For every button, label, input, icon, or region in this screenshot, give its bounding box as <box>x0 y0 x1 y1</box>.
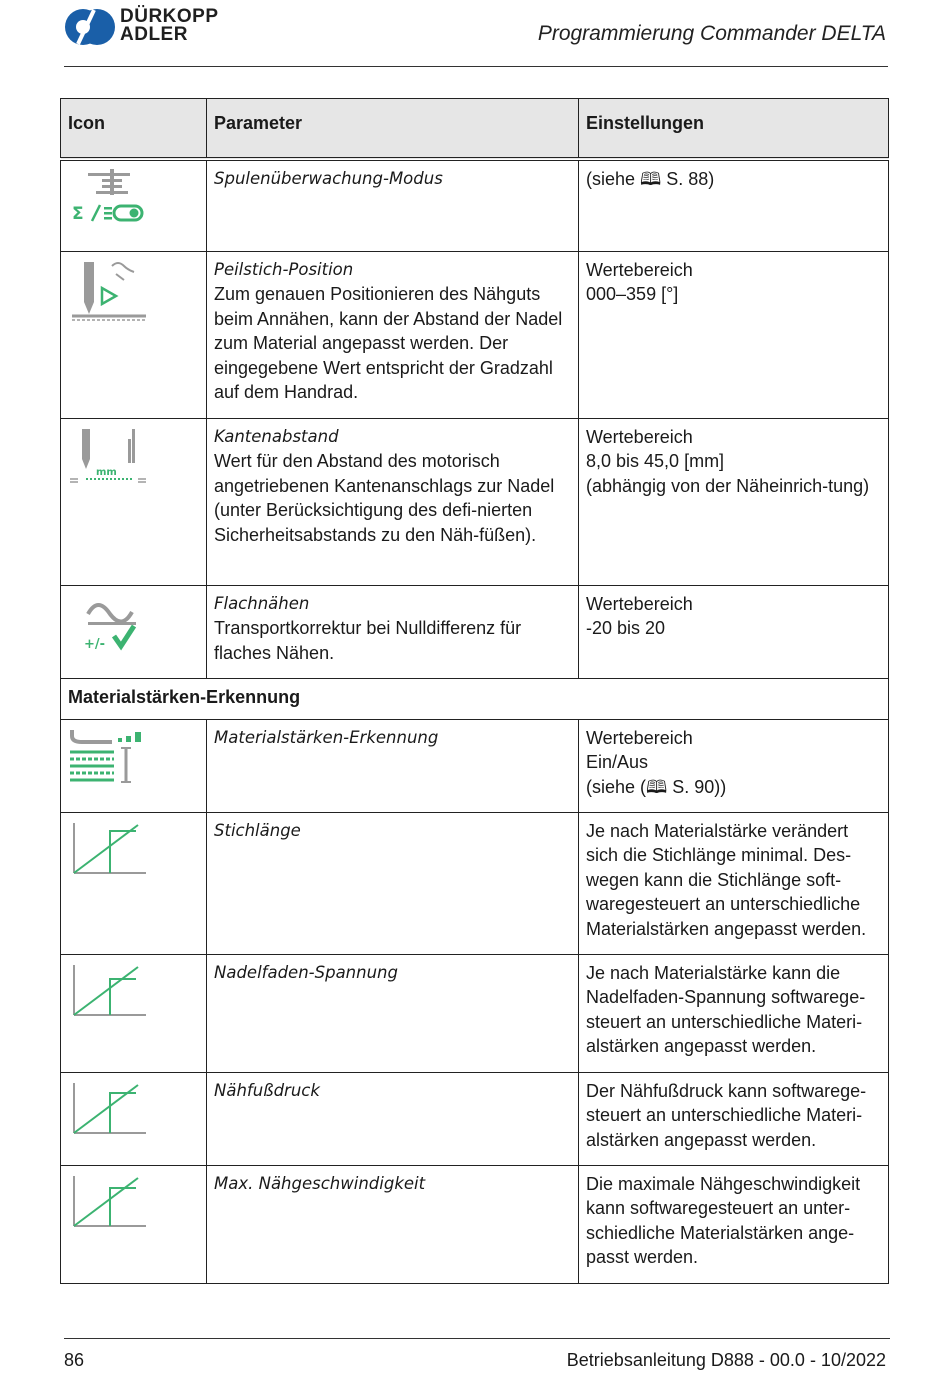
settings-line: (siehe 🕮 S. 88) <box>586 169 715 189</box>
parameter-name: Max. Nähgeschwindigkeit <box>214 1173 426 1193</box>
icon-cell <box>61 251 207 418</box>
settings-cell <box>579 159 889 251</box>
step-graph-icon <box>68 819 148 881</box>
parameter-cell <box>207 1072 579 1165</box>
icon-cell <box>61 812 207 954</box>
table-row <box>61 585 889 678</box>
settings-cell <box>579 585 889 678</box>
page-number: 86 <box>64 1350 85 1370</box>
parameter-name: Kantenabstand <box>214 426 339 446</box>
settings-line: Die maximale Nähgeschwindigkeit kann softwaregesteuert an unter-schiedliche Materialstärken ange-passt werden. <box>586 1173 861 1268</box>
logo-line2: ADLER <box>120 24 188 45</box>
icon-cell <box>61 159 207 251</box>
table-row <box>61 159 889 251</box>
icon-cell <box>61 1165 207 1283</box>
settings-cell <box>579 812 889 954</box>
parameter-table <box>60 98 889 1284</box>
parameter-name: Stichlänge <box>214 820 301 840</box>
footer-divider <box>64 1338 890 1339</box>
icon-cell <box>61 954 207 1072</box>
step-graph-icon <box>68 1079 148 1141</box>
bobbin-monitoring-icon <box>68 167 148 227</box>
settings-line: Ein/Aus <box>586 752 649 773</box>
logo-line1: DÜRKOPP <box>120 6 219 27</box>
column-header-icon: Icon <box>61 99 207 160</box>
settings-cell <box>579 719 889 812</box>
icon-cell <box>61 719 207 812</box>
page-header-title: Programmierung Commander DELTA <box>537 22 886 45</box>
edge-distance-icon <box>68 425 148 491</box>
settings-line: Wertebereich <box>586 727 693 748</box>
table-row <box>61 418 889 585</box>
parameter-cell <box>207 1165 579 1283</box>
document-reference: Betriebsanleitung D888 - 00.0 - 10/2022 <box>566 1350 886 1370</box>
settings-cell <box>579 954 889 1072</box>
parameter-name: Nadelfaden-Spannung <box>214 962 398 982</box>
table-row <box>61 719 889 812</box>
column-header-parameter: Parameter <box>207 99 579 160</box>
icon-cell <box>61 418 207 585</box>
parameter-cell <box>207 812 579 954</box>
logo-mark-icon <box>64 8 116 46</box>
settings-cell <box>579 418 889 585</box>
settings-line: Wertebereich <box>586 426 693 447</box>
table-row <box>61 954 889 1072</box>
section-title: Materialstärken-Erkennung <box>61 678 889 719</box>
parameter-cell <box>207 719 579 812</box>
settings-line: Je nach Materialstärke verändert sich die Stichlänge minimal. Des-wegen kann die Stichlänge soft-waregesteuert an unterschiedliche Materialstärken angepasst werden. <box>586 820 867 939</box>
table-row <box>61 251 889 418</box>
parameter-name: Materialstärken-Erkennung <box>214 727 439 747</box>
parameter-cell <box>207 585 579 678</box>
settings-cell <box>579 1165 889 1283</box>
parameter-name: Nähfußdruck <box>214 1080 320 1100</box>
settings-line: Der Nähfußdruck kann softwarege-steuert an unterschiedliche Materi-alstärken angepasst werden. <box>586 1080 867 1150</box>
settings-line: (siehe (🕮 S. 90)) <box>586 776 727 797</box>
table-row <box>61 1165 889 1283</box>
svg-text:mm: mm <box>96 466 117 478</box>
parameter-name: Peilstich-Position <box>214 259 354 279</box>
settings-line: Wertebereich <box>586 259 693 280</box>
parameter-cell <box>207 418 579 585</box>
parameter-cell <box>207 159 579 251</box>
settings-cell <box>579 251 889 418</box>
step-graph-icon <box>68 1172 148 1234</box>
settings-line: (abhängig von der Näheinrich-tung) <box>586 475 870 496</box>
parameter-cell <box>207 954 579 1072</box>
flat-sewing-icon <box>68 592 148 654</box>
settings-cell <box>579 1072 889 1165</box>
icon-cell <box>61 585 207 678</box>
logo-text <box>120 8 219 44</box>
column-header-settings: Einstellungen <box>579 99 889 160</box>
step-graph-icon <box>68 961 148 1023</box>
table-row <box>61 812 889 954</box>
section-row <box>61 678 889 719</box>
parameter-cell <box>207 251 579 418</box>
settings-line: -20 bis 20 <box>586 618 666 639</box>
parameter-description: Transportkorrektur bei Nulldifferenz für flaches Nähen. <box>214 618 522 663</box>
table-row <box>61 1072 889 1165</box>
parameter-name: Flachnähen <box>214 593 310 613</box>
settings-line: 8,0 bis 45,0 [mm] <box>586 451 725 472</box>
svg-text:Σ: Σ <box>72 204 84 224</box>
icon-cell <box>61 1072 207 1165</box>
material-thickness-icon <box>68 726 148 788</box>
svg-text:+/-: +/- <box>84 636 106 652</box>
header-divider <box>64 66 888 67</box>
table-header-row <box>61 99 889 160</box>
settings-line: Wertebereich <box>586 593 693 614</box>
parameter-name: Spulenüberwachung-Modus <box>214 169 443 188</box>
parameter-description: Zum genauen Positionieren des Nähguts beim Annähen, kann der Abstand der Nadel zum Material angepasst werden. Der eingegebene Wert entspricht der Gradzahl auf dem Handrad. <box>214 284 563 403</box>
settings-line: 000–359 [°] <box>586 284 679 305</box>
settings-line: Je nach Materialstärke kann die Nadelfaden-Spannung softwarege-steuert an unterschiedliche Materi-alstärken angepasst werden. <box>586 962 866 1057</box>
company-logo <box>64 8 234 50</box>
parameter-description: Wert für den Abstand des motorisch angetriebenen Kantenanschlags zur Nadel (unter Berücksichtigung des defi-nierten Sicherheitsabstands zu den Näh-füßen). <box>214 451 555 545</box>
needle-position-icon <box>68 258 148 324</box>
